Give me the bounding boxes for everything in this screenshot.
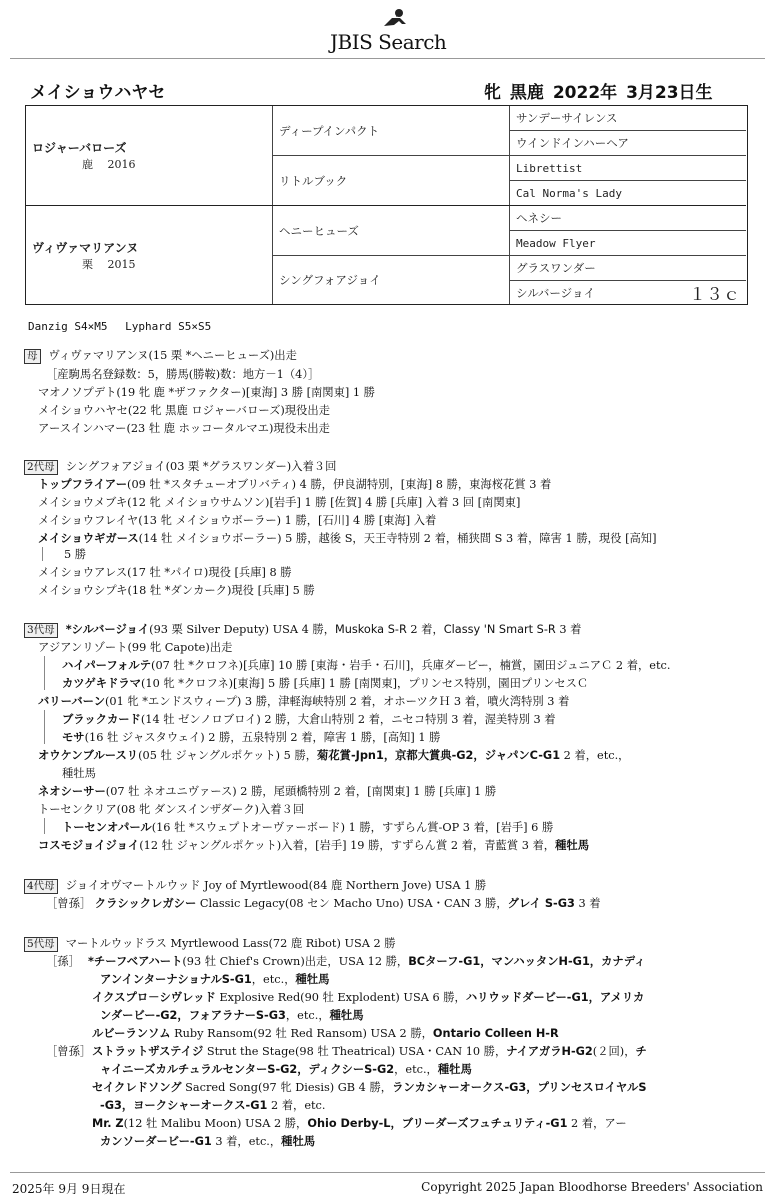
graded-wins: ャイニーズカルチュラルセンターS-G2，ディクシーS-G2 (100, 1063, 395, 1076)
continuation-bar (42, 547, 43, 561)
notable-horse-name: コスモジョイジョイ (38, 839, 140, 852)
produce-row (88, 953, 645, 969)
pedigree-dam-sire[interactable]: ヘニーヒューズ (279, 223, 359, 238)
produce-row (62, 729, 440, 745)
produce-row: メイショウシプキ(18 牡 *ダンカーク)現役 [兵庫] 5 勝 (38, 584, 315, 597)
relation-label: ［曾孫］ (46, 1045, 92, 1058)
graded-wins: BCターフ-G1，マンハッタンH-G1，カナディ (408, 955, 646, 968)
stallion-label: 種牡馬 (437, 1063, 472, 1076)
footer-divider (10, 1172, 765, 1173)
graded-wins: -G3，ヨークシャーオークス-G1 (100, 1099, 268, 1112)
produce-row (38, 476, 551, 492)
third-dam-head (24, 621, 581, 638)
relation-label: ［曾孫］ (46, 897, 92, 910)
graded-wins: ンダービー-G2，フォアラナーS-G3 (100, 1009, 286, 1022)
section-tag-5th-dam: 5代母 (24, 937, 58, 952)
placing: ，etc.， (285, 1009, 330, 1022)
produce-detail: (12 牡 Malibu Moon) USA 2 勝， (123, 1117, 308, 1130)
notable-horse-name: トップフライアー (38, 478, 128, 491)
produce-row (38, 783, 496, 799)
notable-horse-name: イクスプロ－シヴレッド (92, 991, 216, 1004)
produce-row-continued (100, 1007, 364, 1023)
produce-detail: (14 牡 ゼンノロブロイ) 2 勝，大倉山特別 2 着，ニセコ特別 3 着，渥美特別 3 着 (140, 713, 556, 726)
produce-row (38, 693, 569, 709)
dam-cell[interactable] (26, 206, 272, 304)
dam-section-head (24, 347, 297, 364)
fourth-dam-summary: ジョイオヴマートルウッド Joy of Myrtlewood(84 鹿 Northern Jove) USA 1 勝 (65, 879, 487, 892)
notable-horse-name: ハイパーフォルテ (62, 659, 152, 672)
placing: 2 着，アー (567, 1117, 627, 1130)
produce-detail: (16 牡 ジャスタウェイ) 2 勝，五泉特別 2 着，障害 1 勝，[高知] 1 勝 (84, 731, 441, 744)
graded-wins: カンソーダービー-G1 (100, 1135, 212, 1148)
stakes-race: Muskoka S-R (335, 623, 407, 636)
produce-row-continued (62, 765, 96, 781)
section-tag-4th-dam: 4代母 (24, 879, 58, 894)
produce-row (62, 675, 588, 691)
header-divider (10, 58, 765, 59)
logo-text: JBIS Search (330, 30, 447, 54)
produce-row (38, 530, 657, 546)
produce-detail: (07 牡 *クロフネ)[兵庫] 10 勝 [東海・岩手・石川]，兵庫ダービー，楠賞，園田ジュニアＣ 2 着，etc. (151, 659, 671, 672)
produce-detail: (14 牡 メイショウボーラー) 5 勝，越後 S，天王寺特別 2 着，桶狭間 S 3 着，障害 1 勝，現役 [高知] (138, 532, 657, 545)
produce-detail: Explosive Red(90 牡 Explodent) USA 6 勝， (215, 991, 466, 1004)
produce-detail: (16 牡 *スウェプトオーヴァーボード) 1 勝，すずらん賞-OP 3 着，[岩手] 6 勝 (151, 821, 554, 834)
sire-detail: 鹿 2016 (82, 158, 136, 171)
produce-detail: (10 牝 *クロフネ)[東海] 5 勝 [兵庫] 1 勝 [南関東]，プリンセス特別，園田プリンセスＣ (140, 677, 589, 690)
produce-row: メイショウハヤセ(22 牝 黒鹿 ロジャーバローズ)現役出走 (38, 404, 330, 417)
stallion-label: 種牡馬 (62, 767, 96, 780)
graded-wins: アンインターナショナルS-G1 (100, 973, 252, 986)
continuation-bar (44, 818, 45, 834)
placing: 3 着 (555, 623, 582, 636)
placing: ，etc.， (394, 1063, 438, 1076)
placing: 2 着，etc. (267, 1099, 326, 1112)
sire-cell[interactable] (26, 106, 272, 205)
inbreeding-cross: Danzig S4×M5 Lyphard S5×S5 (28, 320, 212, 333)
pedigree-gen3-5[interactable]: ヘネシー (516, 211, 562, 225)
second-dam-summary: シングフォアジョイ(03 栗 *グラスワンダー)入着３回 (65, 460, 337, 473)
copyright: Copyright 2025 Japan Bloodhorse Breeders' Association (421, 1180, 763, 1194)
notable-horse-name: カツゲキドラマ (62, 677, 141, 690)
notable-horse-name: クラシックレガシー (94, 897, 197, 910)
produce-detail: (12 牡 ジャングルポケット)入着，[岩手] 19 勝，すずらん賞 2 着，青藍賞 3 着， (139, 839, 556, 852)
produce-row-continued: 5 勝 (64, 548, 87, 561)
horse-rider-icon (380, 8, 410, 34)
notable-horse-name: バリーバーン (38, 695, 105, 708)
pedigree-gen3-3[interactable]: Librettist (516, 161, 583, 175)
fifth-dam-summary: マートルウッドラス Myrtlewood Lass(72 鹿 Ribot) USA 2 勝 (65, 937, 396, 950)
notable-horse-name: ブラックカード (62, 713, 141, 726)
pedigree-table (25, 105, 748, 305)
placing: (２回)， (592, 1045, 636, 1058)
horse-name: メイショウハヤセ (30, 83, 166, 103)
graded-wins: 菊花賞-Jpn1，京都大賞典-G2，ジャパンC-G1 (317, 749, 561, 762)
produce-row-continued (100, 1061, 472, 1077)
third-dam-name: *シルバージョイ (65, 623, 150, 636)
produce-row (38, 747, 629, 763)
pedigree-gen3-1[interactable]: サンデーサイレンス (516, 111, 618, 125)
placing: ，etc.， (251, 973, 296, 986)
section-tag-2nd-dam: 2代母 (24, 460, 58, 475)
produce-row: アジアンリゾート(99 牝 Capote)出走 (38, 641, 233, 654)
dam-name[interactable]: ヴィヴァマリアンヌ (32, 240, 139, 255)
placing: 2 着， (406, 623, 444, 636)
produce-row (46, 895, 601, 911)
produce-detail: (09 牡 *スタチューオブリバティ) 4 勝，伊良湖特別，[東海] 8 勝，東海桜花賞 3 着 (127, 478, 552, 491)
placing: 3 着，etc.， (211, 1135, 282, 1148)
pedigree-dam-dam[interactable]: シングフォアジョイ (279, 273, 381, 287)
continuation-bar (44, 710, 45, 744)
fourth-dam-head (24, 877, 486, 894)
section-tag-dam: 母 (24, 349, 41, 364)
produce-detail: Ruby Ransom(92 牡 Red Ransom) USA 2 勝， (170, 1027, 433, 1040)
pedigree-gen3-6[interactable]: Meadow Flyer (516, 236, 596, 250)
graded-wins: ナイアガラH-G2 (506, 1045, 593, 1058)
notable-horse-name: オウケンブルースリ (38, 749, 139, 762)
pedigree-gen3-7[interactable]: グラスワンダー (516, 261, 596, 275)
pedigree-gen3-4[interactable]: Cal Norma's Lady (516, 186, 622, 200)
placing: 3 着 (574, 897, 601, 910)
sire-name[interactable]: ロジャーバローズ (32, 141, 127, 155)
pedigree-sire-dam[interactable]: リトルブック (279, 173, 348, 188)
produce-row (62, 657, 670, 673)
notable-horse-name: モサ (62, 731, 85, 744)
produce-detail: (07 牡 ネオユニヴァース) 2 勝，尾頭橋特別 2 着，[南関東] 1 勝 [兵庫] 1 勝 (105, 785, 497, 798)
produce-detail: (01 牝 *エンドスウィープ) 3 勝，津軽海峡特別 2 着，オホーツクＨ 3 着，噴火湾特別 3 着 (105, 695, 570, 708)
produce-row: メイショウメブキ(12 牝 メイショウサムソン)[岩手] 1 勝 [佐賀] 4 勝 [兵庫] 入着 3 回 [南関東] (38, 496, 521, 509)
produce-row: アースインハマー(23 牡 鹿 ホッコータルマエ)現役未出走 (38, 422, 330, 435)
produce-row (62, 819, 553, 835)
notable-horse-name: ストラットザステイジ (92, 1045, 204, 1058)
section-tag-3rd-dam: 3代母 (24, 623, 58, 638)
jbis-search-logo[interactable] (318, 8, 468, 56)
produce-row: メイショウフレイヤ(13 牝 メイショウボーラー) 1 勝，[石川] 4 勝 [東海] 入着 (38, 514, 437, 527)
pedigree-gen3-2[interactable]: ウインドインハーヘア (516, 136, 629, 150)
produce-row (92, 1115, 627, 1131)
dam-summary: ヴィヴァマリアンヌ(15 栗 *ヘニーヒューズ)出走 (48, 349, 297, 362)
produce-row-continued (100, 1133, 315, 1149)
as-of-date: 2025年 9月 9日現在 (12, 1182, 126, 1196)
horse-sex-color-birth: 牝 黒鹿 2022年 3月23日生 (484, 83, 713, 103)
fifth-dam-head (24, 935, 396, 952)
produce-detail: (05 牡 ジャングルポケット) 5 勝， (138, 749, 318, 762)
stallion-label: 種牡馬 (555, 839, 589, 852)
notable-horse-name: メイショウギガース (38, 532, 139, 545)
produce-row (62, 711, 556, 727)
graded-wins: ランカシャーオークス-G3，プリンセスロイヤルS (392, 1081, 647, 1094)
produce-row: メイショウアレス(17 牡 *パイロ)現役 [兵庫] 8 勝 (38, 566, 292, 579)
stallion-label: 種牡馬 (329, 1009, 364, 1022)
notable-horse-name: *チーフベアハート (88, 955, 183, 968)
notable-horse-name: トーセンオパール (62, 821, 152, 834)
graded-wins: チ (635, 1045, 647, 1058)
graded-wins: グレイ S-G3 (507, 897, 575, 910)
dam-produce-stats: ［産駒馬名登録数：5，勝馬(勝鞍)数：地方－1（4）］ (46, 368, 320, 381)
produce-row (92, 1025, 559, 1041)
notable-horse-name: ルビーランソム (92, 1027, 171, 1040)
pedigree-gen3-8[interactable]: シルバージョイ (516, 285, 595, 300)
placing: 2 着，etc.， (560, 749, 630, 762)
continuation-bar (44, 656, 45, 690)
family-number: １３ｃ (689, 285, 740, 304)
produce-row (92, 1043, 647, 1059)
second-dam-head (24, 458, 336, 475)
produce-detail: (93 牡 Chief's Crown)出走，USA 12 勝， (182, 955, 409, 968)
produce-detail: Sacred Song(97 牝 Diesis) GB 4 勝， (181, 1081, 393, 1094)
produce-detail: Strut the Stage(98 牡 Theatrical) USA・CAN 10 勝， (203, 1045, 507, 1058)
stallion-label: 種牡馬 (295, 973, 330, 986)
notable-horse-name: セイクレドソング (92, 1081, 182, 1094)
pedigree-sire-sire[interactable]: ディープインパクト (279, 123, 380, 138)
graded-wins: Ontario Colleen H-R (432, 1027, 559, 1040)
produce-row (38, 837, 589, 853)
produce-row: トーセンクリア(08 牝 ダンスインザダーク)入着３回 (38, 803, 305, 816)
stakes-race: Classy 'N Smart S-R (443, 623, 556, 636)
graded-wins: ハリウッドダービー-G1，アメリカ (465, 991, 645, 1004)
third-dam-record: (93 栗 Silver Deputy) USA 4 勝， (149, 623, 335, 636)
produce-row-continued (100, 971, 329, 987)
produce-row-continued (100, 1097, 325, 1113)
notable-horse-name: ネオシーサー (38, 785, 106, 798)
produce-row (92, 989, 644, 1005)
relation-label: ［孫］ (46, 955, 80, 968)
dam-detail: 栗 2015 (82, 257, 136, 271)
produce-row: マオノソプデト(19 牝 鹿 *ザファクター)[東海] 3 勝 [南関東] 1 勝 (38, 386, 375, 399)
stallion-label: 種牡馬 (281, 1135, 316, 1148)
produce-row (92, 1079, 647, 1095)
graded-wins: Ohio Derby-L，ブリーダーズフュチュリティ-G1 (307, 1117, 568, 1130)
produce-detail: Classic Legacy(08 セン Macho Uno) USA・CAN 3 勝， (196, 897, 508, 910)
notable-horse-name: Mr. Z (92, 1117, 124, 1130)
